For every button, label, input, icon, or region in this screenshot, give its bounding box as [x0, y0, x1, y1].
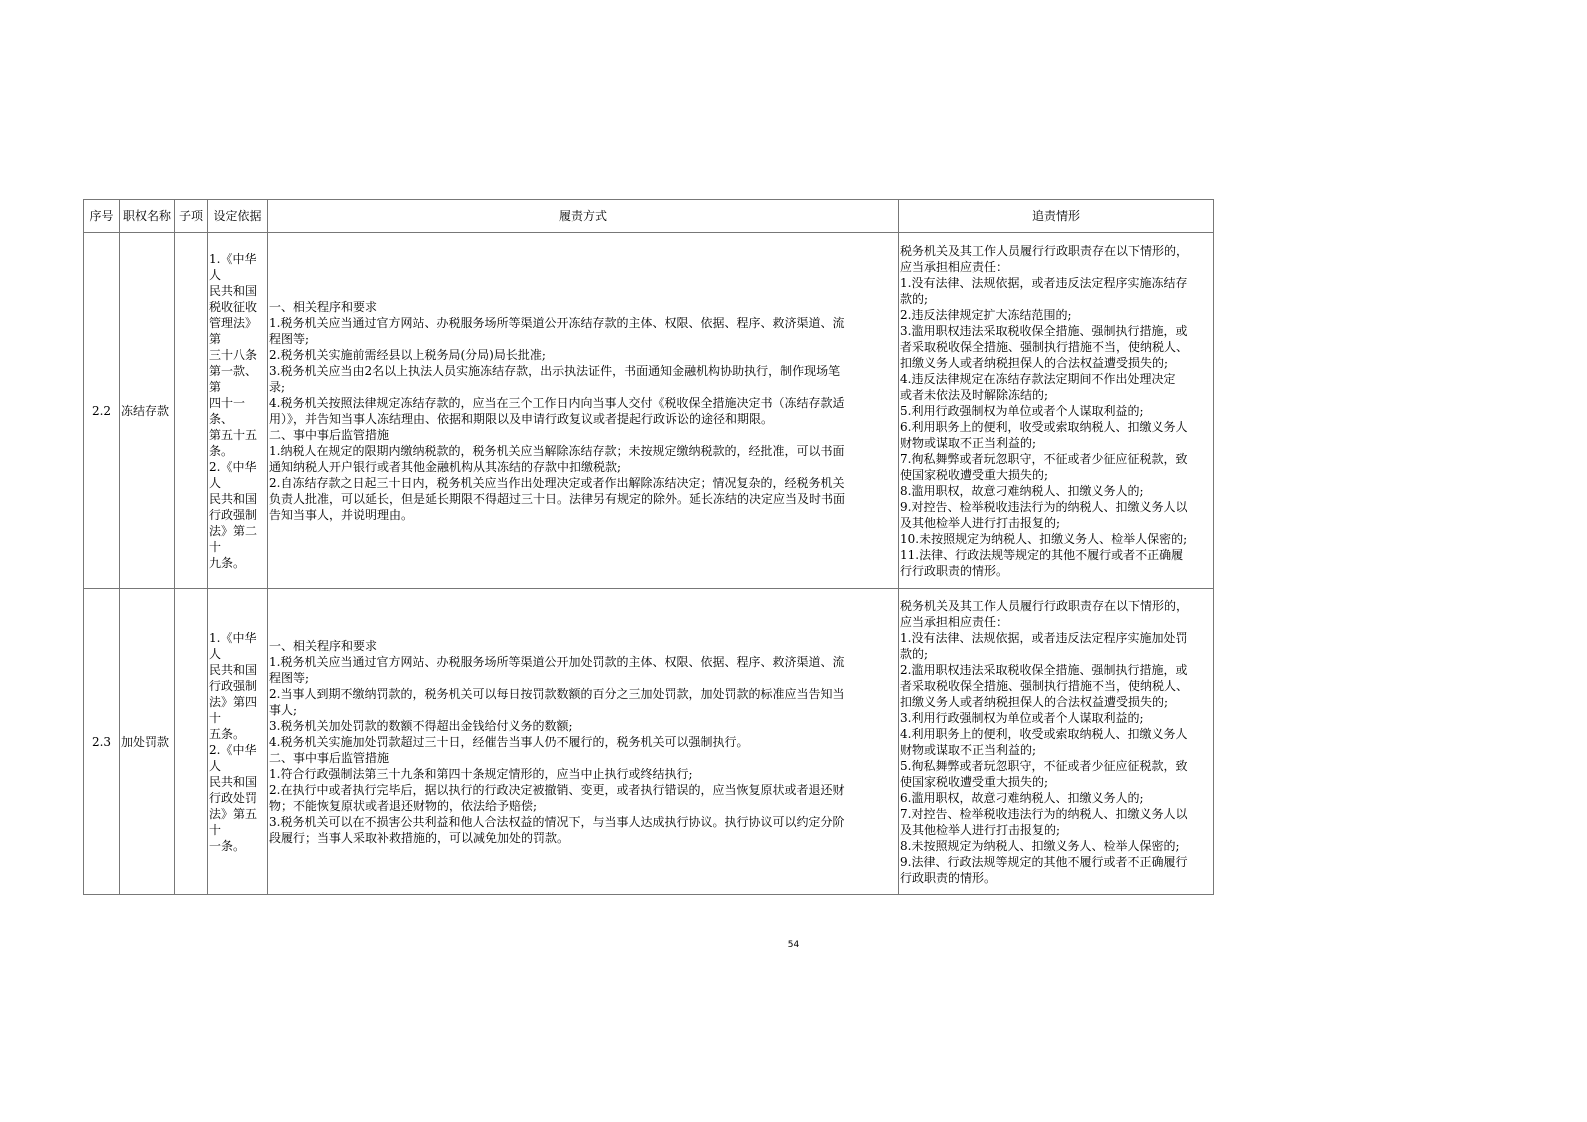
- text-line: 程图等;: [269, 331, 310, 346]
- duty-table: [83, 199, 1214, 895]
- method-cell: [268, 233, 899, 589]
- text-line: 1.纳税人在规定的限期内缴纳税款的，税务机关应当解除冻结存款；未按规定缴纳税款的，经批准，可以书面: [269, 443, 845, 458]
- text-line: 法》第五十: [209, 806, 258, 837]
- text-line: 5.徇私舞弊或者玩忽职守，不征或者少征应征税款，致: [900, 758, 1188, 773]
- text-line: 9.对控告、检举税收违法行为的纳税人、扣缴义务人以: [900, 499, 1188, 514]
- text-line: 3.利用行政强制权为单位或者个人谋取利益的;: [900, 710, 1144, 725]
- basis-cell: [208, 589, 268, 895]
- header-liability: 追责情形: [899, 200, 1214, 233]
- text-line: 二、事中事后监管措施: [269, 427, 390, 442]
- text-line: 7.徇私舞弊或者玩忽职守，不征或者少征应征税款，致: [900, 451, 1188, 466]
- header-seq: 序号: [84, 200, 120, 233]
- text-line: 2.《中华人: [209, 459, 257, 490]
- text-line: 3.税务机关应当由2名以上执法人员实施冻结存款，出示执法证件，书面通知金融机构协助执行，制作现场笔: [269, 363, 841, 378]
- text-line: 1.没有法律、法规依据，或者违反法定程序实施冻结存: [900, 275, 1188, 290]
- text-line: 用）》，并告知当事人冻结理由、依据和期限以及申请行政复议或者提起行政诉讼的途径和期限。: [269, 411, 774, 426]
- text-line: 录;: [269, 379, 286, 394]
- basis-cell: [208, 233, 268, 589]
- text-line: 行行政职责的情形。: [900, 563, 1009, 578]
- text-line: 2.滥用职权违法采取税收保全措施、强制执行措施，或: [900, 662, 1188, 677]
- text-line: 行政强制: [209, 678, 258, 693]
- header-basis: 设定依据: [208, 200, 268, 233]
- text-line: 扣缴义务人或者纳税担保人的合法权益遭受损失的;: [900, 694, 1169, 709]
- text-line: 4.税务机关按照法律规定冻结存款的，应当在三个工作日内向当事人交付《税收保全措施决定书（冻结存款适: [269, 395, 845, 410]
- text-line: 8.滥用职权，故意刁难纳税人、扣缴义务人的;: [900, 483, 1144, 498]
- text-line: 税务机关及其工作人员履行行政职责存在以下情形的，: [900, 243, 1189, 258]
- text-line: 三十八条: [209, 347, 258, 362]
- text-line: 1.税务机关应当通过官方网站、办税服务场所等渠道公开加处罚款的主体、权限、依据、程序、救济渠道、流: [269, 654, 845, 669]
- text-line: 2.当事人到期不缴纳罚款的，税务机关可以每日按罚款数额的百分之三加处罚款，加处罚款的标准应当告知当: [269, 686, 845, 701]
- text-line: 九条。: [209, 555, 246, 570]
- text-line: 税收征收: [209, 299, 258, 314]
- text-line: 四十一条、: [209, 395, 246, 426]
- text-line: 9.法律、行政法规等规定的其他不履行或者不正确履行: [900, 854, 1188, 869]
- text-line: 使国家税收遭受重大损失的;: [900, 467, 1049, 482]
- text-line: 5.利用行政强制权为单位或者个人谋取利益的;: [900, 403, 1144, 418]
- text-line: 8.未按照规定为纳税人、扣缴义务人、检举人保密的;: [900, 838, 1180, 853]
- text-line: 3.税务机关加处罚款的数额不得超出金钱给付义务的数额;: [269, 718, 573, 733]
- text-line: 4.利用职务上的便利，收受或索取纳税人、扣缴义务人: [900, 726, 1188, 741]
- text-line: 民共和国: [209, 662, 258, 677]
- text-line: 2.《中华人: [209, 742, 257, 773]
- text-line: 行政处罚: [209, 790, 258, 805]
- text-line: 2.税务机关实施前需经县以上税务局(分局)局长批准;: [269, 347, 546, 362]
- method-cell: [268, 589, 899, 895]
- liability-cell: [899, 589, 1214, 895]
- text-line: 1.没有法律、法规依据，或者违反法定程序实施加处罚: [900, 630, 1188, 645]
- text-line: 2.违反法律规定扩大冻结范围的;: [900, 307, 1072, 322]
- sub-item-cell: [175, 233, 208, 589]
- text-line: 法》第二十: [209, 523, 258, 554]
- text-line: 民共和国: [209, 774, 258, 789]
- text-line: 一、相关程序和要求: [269, 299, 378, 314]
- text-line: 一、相关程序和要求: [269, 638, 378, 653]
- table-row: [84, 233, 1214, 589]
- text-line: 1.《中华人: [209, 251, 257, 282]
- text-line: 财物或谋取不正当利益的;: [900, 742, 1037, 757]
- text-line: 一条。: [209, 838, 246, 853]
- header-row: [84, 200, 1214, 233]
- table-row: [84, 589, 1214, 895]
- text-line: 使国家税收遭受重大损失的;: [900, 774, 1049, 789]
- seq-cell: 2.3: [84, 589, 120, 895]
- text-line: 2.自冻结存款之日起三十日内，税务机关应当作出处理决定或者作出解除冻结决定；情况复杂的，经税务机关: [269, 475, 845, 490]
- power-name-cell: 加处罚款: [120, 589, 175, 895]
- text-line: 民共和国: [209, 491, 258, 506]
- sub-item-cell: [175, 589, 208, 895]
- text-line: 及其他检举人进行打击报复的;: [900, 822, 1061, 837]
- text-line: 6.滥用职权，故意刁难纳税人、扣缴义务人的;: [900, 790, 1144, 805]
- header-power-name: 职权名称: [120, 200, 175, 233]
- page-number: 54: [787, 940, 800, 950]
- text-line: 五条。: [209, 726, 246, 741]
- text-line: 法》第四十: [209, 694, 258, 725]
- text-line: 告知当事人，并说明理由。: [269, 507, 414, 522]
- header-method: 履责方式: [268, 200, 899, 233]
- text-line: 6.利用职务上的便利，收受或索取纳税人、扣缴义务人: [900, 419, 1188, 434]
- text-line: 第一款、第: [209, 363, 258, 394]
- text-line: 者采取税收保全措施、强制执行措施不当，使纳税人、: [900, 678, 1189, 693]
- text-line: 者采取税收保全措施、强制执行措施不当，使纳税人、: [900, 339, 1189, 354]
- power-name-cell: 冻结存款: [120, 233, 175, 589]
- text-line: 事人;: [269, 702, 298, 717]
- text-line: 或者未依法及时解除冻结的;: [900, 387, 1049, 402]
- text-line: 7.对控告、检举税收违法行为的纳税人、扣缴义务人以: [900, 806, 1188, 821]
- text-line: 行政职责的情形。: [900, 870, 997, 885]
- text-line: 1.《中华人: [209, 630, 257, 661]
- text-line: 段履行；当事人采取补救措施的，可以减免加处的罚款。: [269, 830, 570, 845]
- text-line: 应当承担相应责任：: [900, 614, 1009, 629]
- seq-cell: 2.2: [84, 233, 120, 589]
- text-line: 及其他检举人进行打击报复的;: [900, 515, 1061, 530]
- header-sub-item: 子项: [175, 200, 208, 233]
- text-line: 2.在执行中或者执行完毕后，据以执行的行政决定被撤销、变更，或者执行错误的，应当恢复原状或者退还财: [269, 782, 845, 797]
- text-line: 10.未按照规定为纳税人、扣缴义务人、检举人保密的;: [900, 531, 1188, 546]
- text-line: 物；不能恢复原状或者退还财物的，依法给予赔偿;: [269, 798, 538, 813]
- text-line: 财物或谋取不正当利益的;: [900, 435, 1037, 450]
- liability-cell: [899, 233, 1214, 589]
- text-line: 款的;: [900, 646, 929, 661]
- text-line: 4.税务机关实施加处罚款超过三十日，经催告当事人仍不履行的，税务机关可以强制执行。: [269, 734, 749, 749]
- text-line: 第五十五: [209, 427, 258, 442]
- text-line: 条。: [209, 443, 234, 458]
- text-line: 3.税务机关可以在不损害公共利益和他人合法权益的情况下，与当事人达成执行协议。执行协议可以约定分阶: [269, 814, 845, 829]
- text-line: 负责人批准，可以延长，但是延长期限不得超过三十日。法律另有规定的除外。延长冻结的决定应当及时书面: [269, 491, 846, 506]
- text-line: 11.法律、行政法规等规定的其他不履行或者不正确履: [900, 547, 1184, 562]
- text-line: 款的;: [900, 291, 929, 306]
- text-line: 通知纳税人开户银行或者其他金融机构从其冻结的存款中扣缴税款;: [269, 459, 622, 474]
- text-line: 行政强制: [209, 507, 258, 522]
- text-line: 二、事中事后监管措施: [269, 750, 390, 765]
- text-line: 4.违反法律规定在冻结存款法定期间不作出处理决定: [900, 371, 1176, 386]
- text-line: 1.符合行政强制法第三十九条和第四十条规定情形的，应当中止执行或终结执行;: [269, 766, 693, 781]
- text-line: 管理法》第: [209, 315, 258, 346]
- text-line: 程图等;: [269, 670, 310, 685]
- text-line: 应当承担相应责任：: [900, 259, 1009, 274]
- text-line: 3.滥用职权违法采取税收保全措施、强制执行措施，或: [900, 323, 1188, 338]
- text-line: 扣缴义务人或者纳税担保人的合法权益遭受损失的;: [900, 355, 1169, 370]
- text-line: 税务机关及其工作人员履行行政职责存在以下情形的，: [900, 598, 1189, 613]
- text-line: 民共和国: [209, 283, 258, 298]
- text-line: 1.税务机关应当通过官方网站、办税服务场所等渠道公开冻结存款的主体、权限、依据、程序、救济渠道、流: [269, 315, 845, 330]
